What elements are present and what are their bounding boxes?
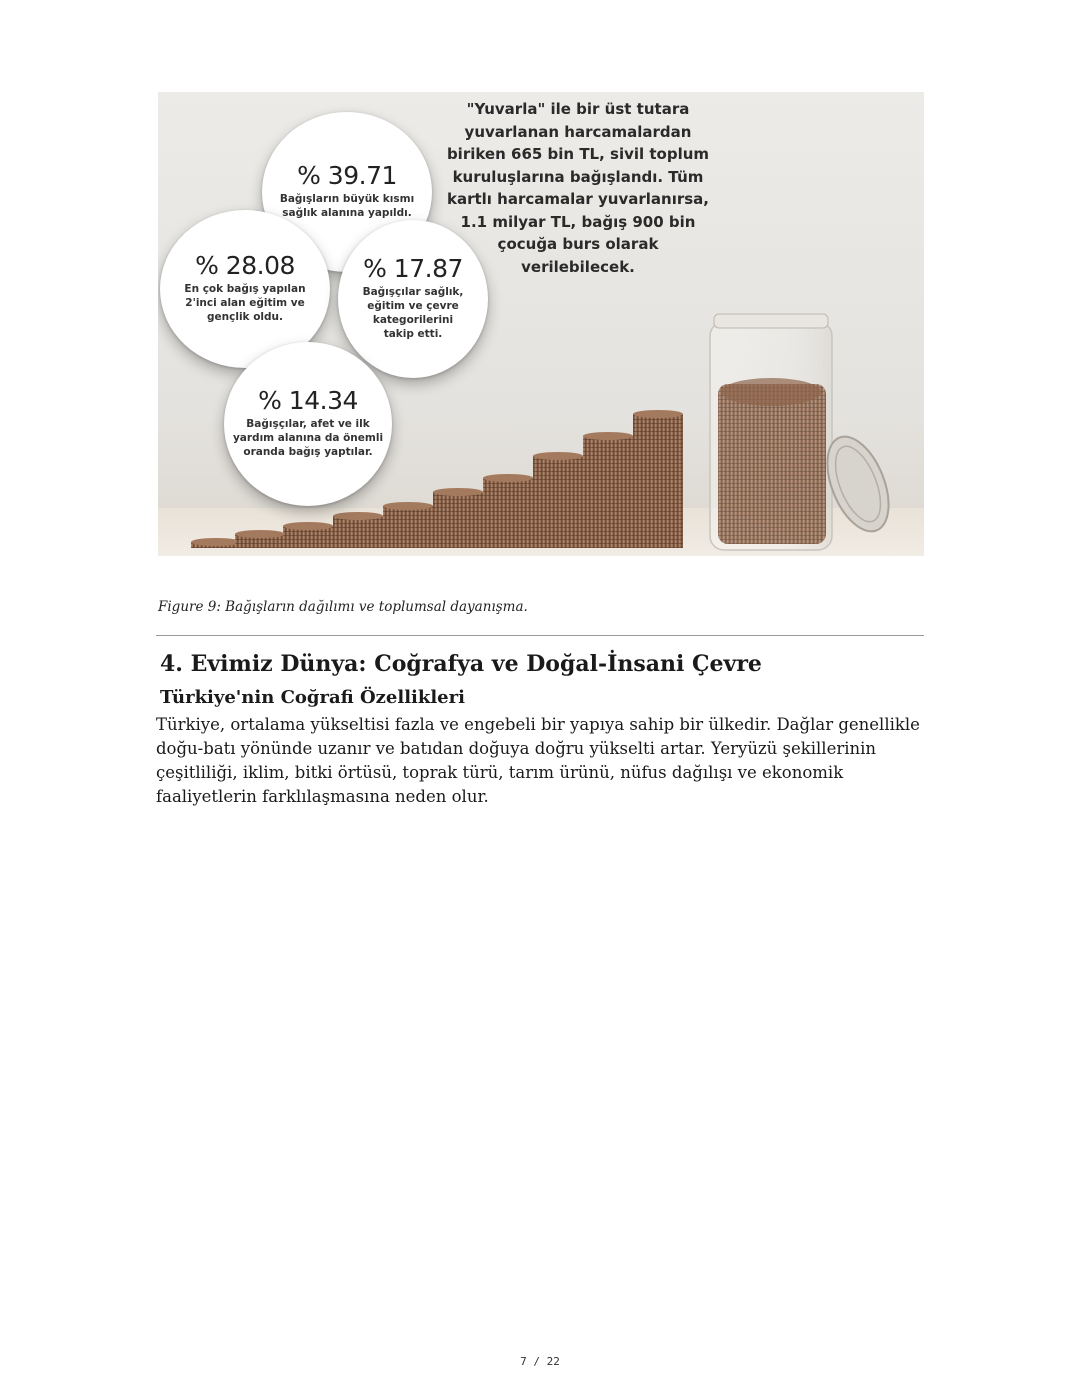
paragraph-line: çeşitliliği, iklim, bitki örtüsü, toprak türü, tarım ürünü, nüfus dağılışı ve ekonomik (156, 763, 844, 782)
coin-stack-top (633, 410, 683, 418)
stat-line: sağlık alanına yapıldı. (282, 207, 412, 220)
note-line: 1.1 milyar TL, bağış 900 bin (460, 212, 696, 231)
stat-line: Bağışçılar, afet ve ilk (246, 418, 370, 431)
note-line: çocuğa burs olarak (497, 235, 659, 253)
stat-description (363, 286, 464, 341)
stat-line: gençlik oldu. (207, 311, 283, 324)
coin-stack-top (235, 530, 285, 538)
subsection-title: Türkiye'nin Coğrafi Özellikleri (160, 687, 465, 708)
stat-line: eğitim ve çevre (367, 300, 459, 313)
note-line: kartlı harcamalar yuvarlanırsa, (446, 190, 709, 208)
stat-line: yardım alanına da önemli (232, 432, 384, 445)
note-line: biriken 665 bin TL, sivil toplum (446, 145, 710, 163)
coin-stack-top (283, 522, 333, 530)
coin-stack-top (433, 488, 483, 496)
paragraph-line: Türkiye, ortalama yükseltisi fazla ve engebeli bir yapıya sahip bir ülkedir. Dağlar genellikle (156, 715, 920, 734)
coin-stack (383, 506, 433, 548)
paragraph-line: faaliyetlerin farklılaşmasına neden olur. (156, 787, 489, 806)
stat-line: Bağışçılar sağlık, (362, 286, 464, 299)
stat-percent: % 14.34 (258, 386, 358, 416)
coin-stack-top (333, 512, 383, 520)
coin-stack (533, 456, 583, 548)
stat-line: En çok bağış yapılan (184, 283, 306, 296)
stat-description (184, 283, 305, 325)
coin-stack-top (483, 474, 533, 482)
stat-line: Bağışların büyük kısmı (279, 193, 415, 206)
page-number: 7 / 22 (520, 1355, 560, 1368)
stat-line: 2'inci alan eğitim ve (185, 297, 305, 310)
note-line: kuruluşlarına bağışlandı. Tüm (452, 167, 704, 186)
note-line: verilebilecek. (521, 257, 635, 276)
note-line: yuvarlanan harcamalardan (464, 122, 692, 141)
stat-description (280, 193, 414, 221)
stat-line: takip etti. (383, 327, 443, 340)
note-line: "Yuvarla" ile bir üst tutara (466, 100, 690, 118)
donation-infographic-figure (158, 92, 924, 556)
stat-percent: % 17.87 (363, 254, 463, 284)
stat-percent: % 28.08 (195, 251, 295, 281)
stat-line: oranda bağış yaptılar. (243, 446, 373, 459)
coin-stack (333, 516, 383, 548)
stat-description (233, 418, 383, 460)
body-paragraph (156, 713, 926, 809)
coin-stack-top (191, 538, 241, 546)
stat-percent: % 39.71 (297, 161, 397, 191)
coin-stack-top (533, 452, 583, 460)
stat-line: kategorilerini (372, 314, 454, 327)
rounding-note (428, 98, 728, 278)
coin-stack (583, 436, 633, 548)
coin-stack-top (583, 432, 633, 440)
section-divider (156, 635, 924, 636)
paragraph-line: doğu-batı yönünde uzanır ve batıdan doğuya doğru yükselti artar. Yeryüzü şekillerinin (156, 739, 877, 758)
figure-caption: Figure 9: Bağışların dağılımı ve toplumsal dayanışma. (158, 599, 528, 615)
jar-coins (718, 384, 826, 544)
coin-stack-top (383, 502, 433, 510)
section-title: 4. Evimiz Dünya: Coğrafya ve Doğal-İnsani Çevre (160, 651, 762, 677)
coin-stack (433, 492, 483, 548)
stat-bubble-4 (224, 342, 392, 506)
coin-stack (633, 414, 683, 548)
coin-stack (483, 478, 533, 548)
